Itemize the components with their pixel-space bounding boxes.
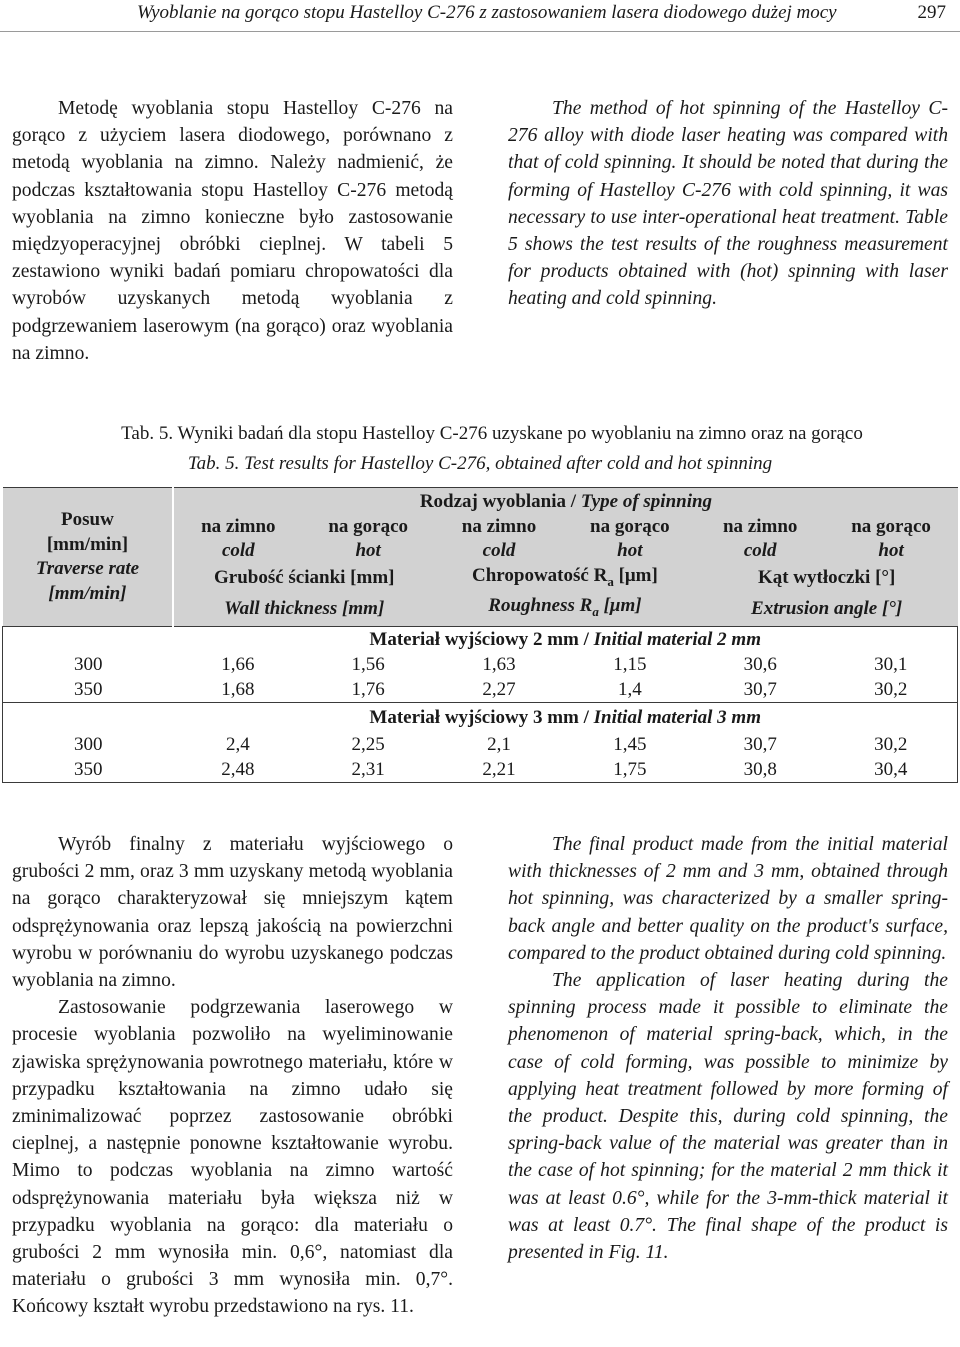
spin-type-pl: Rodzaj wyoblania / xyxy=(419,491,581,512)
posuw-pl: Posuw [mm/min] xyxy=(46,509,129,555)
table-row xyxy=(3,653,958,678)
rough-en-cell xyxy=(434,594,696,627)
hot-label-en: hot xyxy=(617,540,643,561)
table-cell: 1,75 xyxy=(564,758,696,783)
table-cell: 30,2 xyxy=(825,678,958,703)
spin-type-en: Type of spinning xyxy=(580,491,713,512)
intro-english xyxy=(508,95,948,313)
section-3mm-pl: Materiał wyjściowy 3 mm / xyxy=(369,706,594,728)
section-2mm-title xyxy=(173,627,957,654)
running-title: Wyoblanie na gorąco stopu Hastelloy C-276 z zastosowaniem lasera diodowego dużej mocy xyxy=(137,2,837,23)
posuw-header xyxy=(3,488,174,627)
section-3mm-title xyxy=(173,703,957,734)
table-cell: 2,4 xyxy=(225,734,250,756)
running-header xyxy=(0,0,960,30)
table-cell: 1,15 xyxy=(613,654,647,676)
table-cell: 30,2 xyxy=(825,733,958,758)
traverse-rate-cell: 300 xyxy=(3,653,174,678)
conclusion-pl-paragraph-2: Zastosowanie podgrzewania laserowego w procesie wyoblania pozwoliło na wyeliminowanie zjawiska sprężynowania powrotnego materiału, które w przypadku kształtowania na zimno udało się zminimalizować poprzez zastosowanie obróbki cieplnej, a następnie ponowne kształtowanie wyrobu. Mimo to podczas wyoblania na zimno wartość odsprężynowania materiału była większa niż w przypadku wyoblania na gorąco: dla materiału o grubości 2 mm wynosiła min. 0,6°, natomiast dla materiału o grubości 3 mm wynosiła min. 0,7°. Końcowy kształt wyrobu przedstawiono na rys. 11. xyxy=(12,997,453,1318)
header-rule xyxy=(0,31,960,32)
table-cell: 30,7 xyxy=(743,734,777,756)
cold-label-pl: na zimno xyxy=(461,515,537,537)
conclusion-en-paragraph-2: The application of laser heating during the spinning process made it possible to eliminate the phenomenon of material spring-back, which, in the case of cold forming, was possible to minimize by applying heat treatment followed by more forming of the product. Despite this, during cold spinning, the spring-back value of the material was greater than in the case of hot spinning; for the material 2 mm thick it was at least 0.6°, while for the 3-mm-thick material it was at least 0.7°. The final shape of the product is presented in Fig. 11. xyxy=(508,970,948,1264)
rough-unit: [μm] xyxy=(613,564,658,586)
table-cell: 1,66 xyxy=(221,654,255,676)
results-table xyxy=(2,487,958,783)
table-row xyxy=(3,678,958,703)
table-caption-pl: Tab. 5. Wyniki badań dla stopu Hastelloy C-276 uzyskane po wyoblaniu na zimno oraz na gorąco xyxy=(121,423,863,444)
rough-en-sub: a xyxy=(592,603,599,619)
table-cell: 2,31 xyxy=(302,758,434,783)
traverse-rate-cell: 350 xyxy=(3,758,174,783)
conclusion-en-paragraph-1: The final product made from the initial material with thicknesses of 2 mm and 3 mm, obtained through hot spinning, was characterized by a smaller spring-back angle and better quality on the product's surface, compared to the product obtained during cold spinning. xyxy=(508,834,948,964)
table-cell: 1,68 xyxy=(221,678,255,700)
table-caption-en: Tab. 5. Test results for Hastelloy C-276, obtained after cold and hot spinning xyxy=(187,453,773,474)
table-cell: 2,27 xyxy=(482,678,516,700)
rough-pl: Chropowatość R xyxy=(472,564,608,586)
table-cell: 2,48 xyxy=(173,758,302,783)
traverse-rate-cell: 350 xyxy=(3,678,174,703)
section-2mm-en: Initial material 2 mm xyxy=(593,628,761,650)
intro-pl-paragraph: Metodę wyoblania stopu Hastelloy C-276 na gorąco z użyciem lasera diodowego, porównano z metodą wyoblania na zimno. Należy nadmienić, że podczas kształtowania stopu Hastelloy C-276 metodą wyoblania na zimno konieczne było zastosowanie międzyoperacyjnej obróbki cieplnej. W tabeli 5 zestawiono wyniki badań pomiaru chropowatości dla wyrobów uzyskanych metodą wyoblania z podgrzewaniem laserowym (na gorąco) oraz wyoblania na zimno. xyxy=(12,98,453,364)
cold-label-en: cold xyxy=(482,540,516,561)
table-cell: 1,76 xyxy=(351,678,385,700)
table-cell: 30,1 xyxy=(825,653,958,678)
roughness-header xyxy=(434,564,696,594)
angle-header xyxy=(696,564,958,594)
spin-type-header xyxy=(173,488,957,515)
hot-label-pl: na gorąco xyxy=(590,515,670,537)
intro-en-paragraph: The method of hot spinning of the Hastelloy C-276 alloy with diode laser heating was compared with that of cold spinning. It should be noted that during the forming of Hastelloy C-276 with cold spinning, it was necessary to use inter-operational heat treatment. Table 5 shows the test results of the roughness measurement for products obtained with (hot) spinning with laser heating and cold spinning. xyxy=(508,98,948,310)
table-cell: 1,4 xyxy=(617,678,642,700)
angle-en: Extrusion angle [°] xyxy=(751,597,903,619)
table-cell: 30,4 xyxy=(825,758,958,783)
rough-sub: a xyxy=(607,573,614,589)
hot-label-en: hot xyxy=(355,540,381,561)
section-2mm-pl: Materiał wyjściowy 2 mm / xyxy=(369,628,594,650)
table-cell: 30,6 xyxy=(743,654,777,676)
cold-label-pl: na zimno xyxy=(722,515,798,537)
conclusion-english xyxy=(508,831,948,1266)
posuw-en: Traverse rate [mm/min] xyxy=(35,558,140,604)
angle-en-cell xyxy=(696,594,958,627)
table-row xyxy=(3,758,958,783)
wall-en: Wall thickness [mm] xyxy=(224,597,385,619)
wall-thickness-header xyxy=(173,564,434,594)
angle-pl: Kąt wytłoczki [°] xyxy=(757,567,896,589)
table-cell: 2,25 xyxy=(351,734,385,756)
intro-polish xyxy=(12,95,453,367)
cold-label-en: cold xyxy=(743,540,777,561)
cold-label-en: cold xyxy=(221,540,255,561)
table-cell: 1,63 xyxy=(482,654,516,676)
col-cold-1 xyxy=(173,515,302,564)
wall-en-cell xyxy=(173,594,434,627)
hot-label-en: hot xyxy=(878,540,904,561)
col-cold-3 xyxy=(696,515,825,564)
wall-pl: Grubość ścianki [mm] xyxy=(213,567,395,589)
table-cell: 30,8 xyxy=(696,758,825,783)
cold-label-pl: na zimno xyxy=(201,515,276,537)
col-hot-1 xyxy=(302,515,434,564)
hot-label-pl: na gorąco xyxy=(328,515,408,537)
rough-en-unit: [μm] xyxy=(598,594,642,616)
hot-label-pl: na gorąco xyxy=(851,515,931,537)
rough-en: Roughness R xyxy=(488,594,593,616)
page-number: 297 xyxy=(917,2,946,23)
conclusion-polish xyxy=(12,831,453,1321)
table-cell: 2,21 xyxy=(434,758,564,783)
section-spacer xyxy=(3,703,174,734)
col-cold-2 xyxy=(434,515,564,564)
conclusion-pl-paragraph-1: Wyrób finalny z materiału wyjściowego o grubości 2 mm, oraz 3 mm uzyskany metodą wyoblania na gorąco charakteryzował się mniejszym kątem odsprężynowania oraz lepszą jakością na powierzchni wyrobu w porównaniu do wyrobu uzyskanego podczas wyoblania na zimno. xyxy=(12,834,453,992)
traverse-rate-cell: 300 xyxy=(3,733,174,758)
table-cell: 1,45 xyxy=(613,734,647,756)
table-cell: 2,1 xyxy=(487,734,511,756)
section-spacer xyxy=(3,627,174,654)
table-cell: 30,7 xyxy=(743,678,777,700)
table-row xyxy=(3,733,958,758)
col-hot-3 xyxy=(825,515,958,564)
section-3mm-en: Initial material 3 mm xyxy=(593,706,761,728)
table-cell: 1,56 xyxy=(351,654,385,676)
col-hot-2 xyxy=(564,515,696,564)
